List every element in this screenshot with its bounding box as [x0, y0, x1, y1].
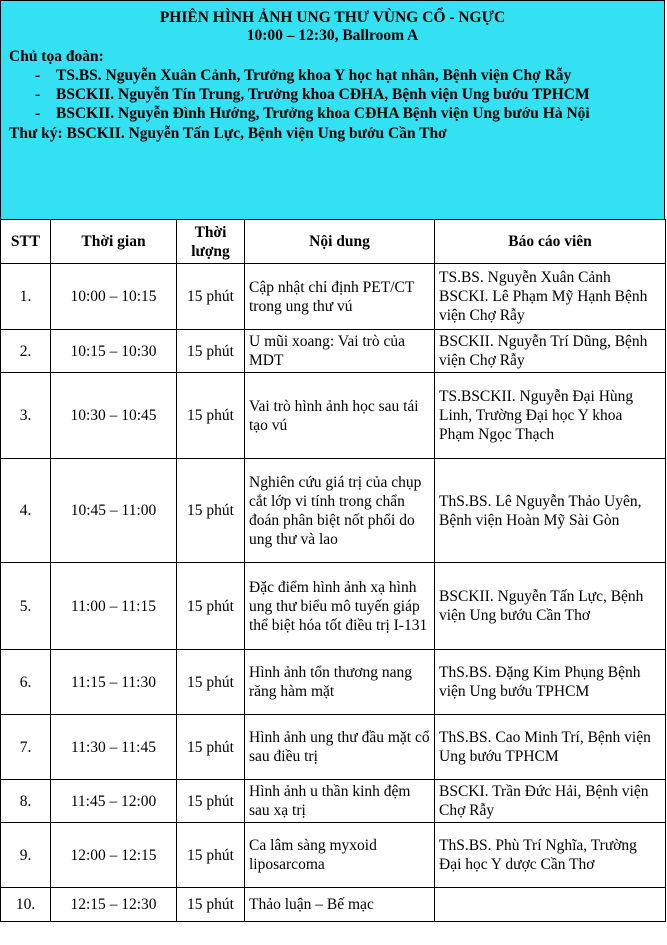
dash-bullet: - [35, 86, 41, 103]
table-row [1, 823, 666, 888]
row-content: Cập nhật chỉ định PET/CT trong ung thư vú [245, 264, 435, 330]
secretary: Thư ký: BSCKII. Nguyễn Tấn Lực, Bệnh viện Ung bướu Cần Thơ [9, 125, 447, 142]
row-content: Hình ảnh u thần kinh đệm sau xạ trị [245, 780, 435, 823]
table-row [1, 264, 666, 330]
row-time: 11:00 – 11:15 [51, 563, 177, 650]
row-duration: 15 phút [177, 715, 245, 780]
row-content: Hình ảnh tổn thương nang răng hàm mặt [245, 650, 435, 715]
row-stt: 8. [1, 780, 51, 823]
row-time: 12:00 – 12:15 [51, 823, 177, 888]
chair-item [9, 104, 656, 123]
chair-text: BSCKII. Nguyễn Tín Trung, Trưởng khoa CĐHA, Bệnh viện Ung bướu TPHCM [56, 86, 590, 103]
row-stt: 1. [1, 264, 51, 330]
table-header-row [1, 220, 666, 264]
schedule-table [0, 219, 666, 922]
table-row [1, 459, 666, 563]
row-speaker: ThS.BS. Lê Nguyễn Thảo Uyên, Bệnh viện Hoàn Mỹ Sài Gòn [435, 459, 666, 563]
row-stt: 3. [1, 373, 51, 459]
row-duration: 15 phút [177, 650, 245, 715]
dash-bullet: - [35, 67, 41, 84]
row-speaker: TS.BSCKII. Nguyễn Đại Hùng Linh, Trường Đại học Y khoa Phạm Ngọc Thạch [435, 373, 666, 459]
row-content: U mũi xoang: Vai trò của MDT [245, 330, 435, 373]
row-speaker: TS.BS. Nguyễn Xuân Cảnh BSCKI. Lê Phạm Mỹ Hạnh Bệnh viện Chợ Rẫy [435, 264, 666, 330]
session-time-place: 10:00 – 12:30, Ballroom A [246, 27, 419, 44]
row-content: Hình ảnh ung thư đầu mặt cổ sau điều trị [245, 715, 435, 780]
row-speaker: ThS.BS. Đặng Kim Phụng Bệnh viện Ung bướu TPHCM [435, 650, 666, 715]
row-stt: 10. [1, 888, 51, 922]
table-row [1, 715, 666, 780]
header-duration: Thời lượng [177, 220, 245, 264]
row-duration: 15 phút [177, 563, 245, 650]
row-duration: 15 phút [177, 459, 245, 563]
row-stt: 4. [1, 459, 51, 563]
table-row [1, 330, 666, 373]
row-time: 11:15 – 11:30 [51, 650, 177, 715]
row-content: Nghiên cứu giá trị của chụp cắt lớp vi tính trong chẩn đoán phân biệt nốt phổi do ung thư và lao [245, 459, 435, 563]
row-duration: 15 phút [177, 888, 245, 922]
table-row [1, 780, 666, 823]
header-time: Thời gian [51, 220, 177, 264]
row-speaker: BSCKI. Trần Đức Hải, Bệnh viện Chợ Rẫy [435, 780, 666, 823]
table-row [1, 373, 666, 459]
row-speaker: BSCKII. Nguyễn Trí Dũng, Bệnh viện Chợ Rẫy [435, 330, 666, 373]
chair-item [9, 66, 656, 85]
row-speaker: ThS.BS. Cao Minh Trí, Bệnh viện Ung bướu TPHCM [435, 715, 666, 780]
row-time: 10:45 – 11:00 [51, 459, 177, 563]
table-row [1, 650, 666, 715]
header-speaker: Báo cáo viên [435, 220, 666, 264]
row-content: Thảo luận – Bế mạc [245, 888, 435, 922]
row-duration: 15 phút [177, 823, 245, 888]
row-content: Vai trò hình ảnh học sau tái tạo vú [245, 373, 435, 459]
chair-item [9, 85, 656, 104]
row-time: 10:15 – 10:30 [51, 330, 177, 373]
session-title: PHIÊN HÌNH ẢNH UNG THƯ VÙNG CỔ - NGỰC [159, 9, 506, 26]
row-speaker: BSCKII. Nguyễn Tấn Lực, Bệnh viện Ung bướu Cần Thơ [435, 563, 666, 650]
row-speaker [435, 888, 666, 922]
row-stt: 6. [1, 650, 51, 715]
table-row [1, 563, 666, 650]
row-content: Ca lâm sàng myxoid liposarcoma [245, 823, 435, 888]
table-row [1, 888, 666, 922]
row-duration: 15 phút [177, 373, 245, 459]
row-time: 11:30 – 11:45 [51, 715, 177, 780]
row-stt: 5. [1, 563, 51, 650]
header-content: Nội dung [245, 220, 435, 264]
chairs-label: Chủ tọa đoàn: [9, 48, 104, 65]
header-stt: STT [1, 220, 51, 264]
chair-text: BSCKII. Nguyễn Đình Hướng, Trưởng khoa CĐHA Bệnh viện Ung bướu Hà Nội [56, 105, 590, 122]
row-time: 10:30 – 10:45 [51, 373, 177, 459]
chairs-list [9, 66, 656, 123]
row-content: Đặc điểm hình ảnh xạ hình ung thư biểu mô tuyến giáp thể biệt hóa tốt điều trị I-131 [245, 563, 435, 650]
row-time: 10:00 – 10:15 [51, 264, 177, 330]
row-stt: 7. [1, 715, 51, 780]
row-speaker: ThS.BS. Phù Trí Nghĩa, Trường Đại học Y dược Cần Thơ [435, 823, 666, 888]
row-duration: 15 phút [177, 780, 245, 823]
dash-bullet: - [35, 105, 41, 122]
row-time: 12:15 – 12:30 [51, 888, 177, 922]
row-duration: 15 phút [177, 264, 245, 330]
row-duration: 15 phút [177, 330, 245, 373]
session-header [0, 0, 665, 220]
row-time: 11:45 – 12:00 [51, 780, 177, 823]
row-stt: 2. [1, 330, 51, 373]
chair-text: TS.BS. Nguyễn Xuân Cảnh, Trưởng khoa Y học hạt nhân, Bệnh viện Chợ Rẫy [56, 67, 572, 84]
row-stt: 9. [1, 823, 51, 888]
